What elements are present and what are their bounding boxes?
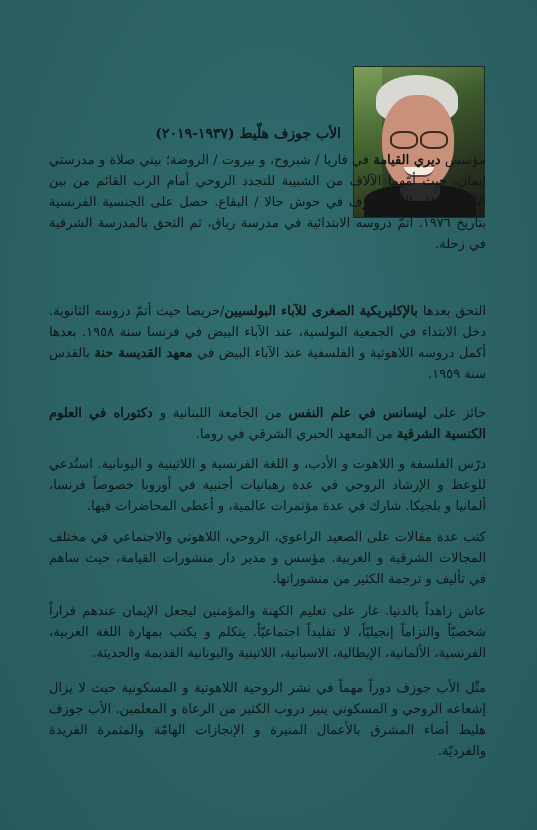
p1-text-c: في فاريا / شبروح، و بيروت / الروضة؛ بيتي صلاة و مدرستي إيمان، حيث أمّهما الآلاف من الشبيبة للتجدد الروحي أمام الرب القائم من بين الأموات. وُلد الأب جوزف في حوش حالا / البقاع. حصل على الجنسية الفرنسية بتاريخ ١٩٧٦. أتمّ دروسه الابتدائية في مدرسة رياق، ثم التحق بالمدرسة الشرقية في زحلة. bbox=[49, 153, 486, 252]
p1-highlight-monasteries: ديري القيامة bbox=[373, 153, 441, 168]
paragraph-founder bbox=[49, 150, 486, 255]
p3-text-e: من المعهد الحبري الشرقي في روما. bbox=[195, 427, 393, 442]
p3-highlight-license: ليسانس في علم النفس bbox=[288, 406, 427, 421]
paragraph-legacy: مثّل الأب جوزف دوراً مهماً في نشر الروحية اللاهوتية و المسكونية حيث لا يزال إشعاعه الروحي و المسكوني ينير دروب الكثير من الرعاة و المعلمين. الأب جوزف هليط أضاء المشرق بالأعمال المنيرة و الإنجازات الهامّة والمثمرة الفريدة والفرديّة. bbox=[49, 681, 486, 759]
p2-text-c: /حريصا حيث أتمّ دروسه الثانوية. دخل الابتداء في الجمعية البولسية، عند الآباء البيض في فرنسا سنة ١٩٥٨. بعدها أكمل دروسه اللاهوتية و الفلسفية عند الآباء البيض في bbox=[49, 304, 486, 361]
p2-text-e: بالقدس سنة ١٩٥٩. bbox=[49, 346, 486, 382]
photo-glasses-right bbox=[420, 131, 448, 149]
paragraph-teaching: درّس الفلسفة و اللاهوت و الأدب، و اللغة الفرنسية و اللاتينية و اليونانية. استُدعي للوعظ و الإرشاد الروحي في عدة رهبانيات أجنبية في أوروبا خصوصاً فرنسا، ألمانيا و بلجيكا. شارك في عدة مؤتمرات عالمية، و أعطى المحاضرات فيها. bbox=[49, 457, 486, 514]
p3-text-c: من الجامعة اللبنانية و bbox=[159, 406, 282, 421]
p2-text-a: التحق بعدها bbox=[422, 304, 486, 319]
photo-glasses-left bbox=[390, 131, 418, 149]
paragraph-education bbox=[49, 301, 486, 385]
p2-highlight-seminary: بالإكليريكية الصغرى للآباء البولسيين bbox=[224, 304, 418, 319]
p1-text-a: مؤسس bbox=[444, 153, 486, 168]
paragraph-life: عاش زاهداً بالدنيا. غار على تعليم الكهنة والمؤمنين ليجعل الإيمان عندهم قراراً شخصيّاً والتزاماً إنجيليّاً، لا تقليداً اجتماعيّاً. يتكلم و يكتب بمهارة اللغة العربية، الفرنسية، الألمانية، الإيطالية، الاسبانية، اللاتينية واليونانية القديمة والحديثة. bbox=[49, 604, 486, 661]
paragraph-degrees bbox=[49, 403, 486, 445]
p3-highlight-doctorate: دكتوراه في العلوم الكنسية الشرقية bbox=[49, 406, 486, 442]
p2-highlight-institute: معهد القديسة حنة bbox=[94, 346, 193, 361]
paragraph-writings: كتب عدة مقالات على الصعيد الراعوي، الروحي، اللاهوتي والاجتماعي في مختلف المجالات الشرقية و الغربية. مؤسس و مدير دار منشورات القيامة، حيث ساهم في تأليف و ترجمة الكثير من منشوراتها. bbox=[49, 530, 486, 587]
author-heading: الأب جوزف هلّيط (١٩٣٧-٢٠١٩) bbox=[155, 126, 341, 142]
p3-text-a: حائز على bbox=[433, 406, 487, 421]
